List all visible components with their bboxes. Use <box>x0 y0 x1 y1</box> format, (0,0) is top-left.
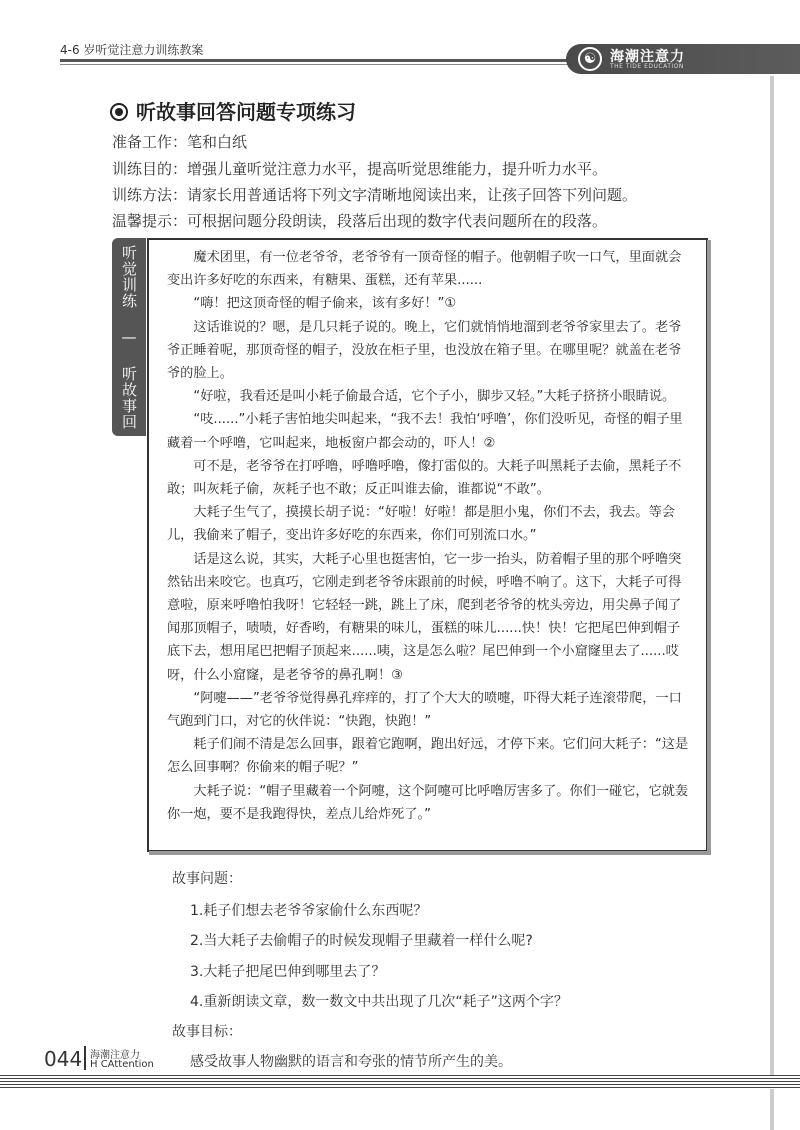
story-paragraph: 这话谁说的？嗯，是几只耗子说的。晚上，它们就悄悄地溜到老爷爷家里去了。老爷爷正睡着呢，那顶奇怪的帽子，没放在柜子里，也没放在箱子里。在哪里呢？就盖在老爷爷的脸上。 <box>167 319 682 382</box>
story-paragraph: 大耗子说：“帽子里藏着一个阿嚏，这个阿嚏可比呼噜厉害多了。你们一碰它，它就轰你一炮，要不是我跑得快，差点儿给炸死了。” <box>167 783 689 822</box>
story-paragraph: “嗨！把这顶奇怪的帽子偷来，该有多好！”① <box>193 296 457 312</box>
footer-brand-cn: 海潮注意力 <box>90 1050 140 1061</box>
prep-line: 准备工作：笔和白纸 <box>112 133 248 151</box>
method-line: 训练方法：请家长用普通话将下列文字清晰地阅读出来，让孩子回答下列问题。 <box>112 186 638 204</box>
question-item: 3.大耗子把尾巴伸到哪里去了？ <box>190 964 386 980</box>
page-number: 044 <box>44 1047 83 1071</box>
goal-line: 训练目的：增强儿童听觉注意力水平，提高听觉思维能力，提升听力水平。 <box>112 160 608 178</box>
story-paragraph: “吱......”小耗子害怕地尖叫起来，“我不去！我怕‘呼噜’，你们没听见，奇怪的帽子里藏着一个呼噜，它叫起来，地板窗户都会动的，吓人！② <box>167 412 683 451</box>
story-text <box>167 246 692 826</box>
footer-rule-lines <box>0 1075 800 1089</box>
goal-heading: 故事目标： <box>172 1024 242 1040</box>
question-item: 4.重新朗读文章，数一数文中共出现了几次“耗子”这两个字？ <box>190 994 568 1010</box>
header-rule-thin <box>60 64 570 65</box>
goal-text: 感受故事人物幽默的语言和夸张的情节所产生的美。 <box>190 1054 512 1070</box>
story-paragraph: 话是这么说，其实，大耗子心里也挺害怕，它一步一抬头，防着帽子里的那个呼噜突然钻出来咬它。也真巧，它刚走到老爷爷床跟前的时候，呼噜不响了。这下，大耗子可得意啦，原来呼噜怕我呀！它轻轻一跳，跳上了床，爬到老爷爷的枕头旁边，用尖鼻子闻了闻那顶帽子，啧啧，好香哟，有糖果的味儿，蛋糕的味儿......快！快！它把尾巴伸到帽子底下去，想用尾巴把帽子顶起来......咦，这是怎么啦？尾巴伸到一个小窟窿里去了......哎呀，什么小窟窿，是老爷爷的鼻孔啊！③ <box>167 551 682 683</box>
story-box <box>147 238 708 852</box>
footer-brand-en: H CAttention <box>90 1059 154 1070</box>
question-item: 2.当大耗子去偷帽子的时候发现帽子里藏着一样什么呢? <box>190 933 533 949</box>
brand-badge <box>566 44 800 74</box>
section-title-text: 听故事回答问题专项练习 <box>136 100 356 124</box>
story-paragraph: “好啦，我看还是叫小耗子偷最合适，它个子小，脚步又轻。”大耗子挤挤小眼睛说。 <box>193 389 676 405</box>
section-title <box>110 96 356 125</box>
book-title: 4-6 岁听觉注意力训练教案 <box>60 43 204 57</box>
story-paragraph: 大耗子生气了，摸摸长胡子说：“好啦！好啦！都是胆小鬼，你们不去，我去。等会儿，我偷来了帽子，变出许多好吃的东西来，你们可别流口水。” <box>167 505 675 544</box>
questions-heading: 故事问题： <box>172 871 242 887</box>
header-rule <box>60 59 570 62</box>
story-paragraph: 耗子们闹不清是怎么回事，跟着它跑啊，跑出好远，才停下来。它们问大耗子：“这是怎么回事啊？你偷来的帽子呢？” <box>167 737 689 776</box>
story-paragraph: “阿嚏——”老爷爷觉得鼻孔痒痒的，打了个大大的喷嚏，吓得大耗子连滚带爬，一口气跑到门口，对它的伙伴说：“快跑，快跑！” <box>167 690 682 730</box>
story-paragraph: 魔术团里，有一位老爷爷，老爷爷有一顶奇怪的帽子。他朝帽子吹一口气，里面就会变出许多好吃的东西来，有糖果、蛋糕，还有苹果...... <box>167 250 682 289</box>
tide-logo-icon: ☯ <box>578 47 602 71</box>
story-paragraph: 可不是，老爷爷在打呼噜，呼噜呼噜，像打雷似的。大耗子叫黑耗子去偷，黑耗子不敢；叫灰耗子偷，灰耗子也不敢；反正叫谁去偷，谁都说“不敢”。 <box>167 458 682 498</box>
side-tab-label: 听觉训练 — 听故事回答问题 <box>112 238 146 436</box>
footer-divider <box>84 1046 86 1070</box>
bullet-circle-icon <box>110 103 128 121</box>
tip-line: 温馨提示：可根据问题分段朗读，段落后出现的数字代表问题所在的段落。 <box>112 212 608 230</box>
page-edge <box>770 76 774 1130</box>
question-item: 1.耗子们想去老爷爷家偷什么东西呢？ <box>190 903 428 919</box>
brand-name-en: THE TIDE EDUCATION <box>610 63 684 70</box>
brand-name-cn: 海潮注意力 <box>610 49 685 65</box>
